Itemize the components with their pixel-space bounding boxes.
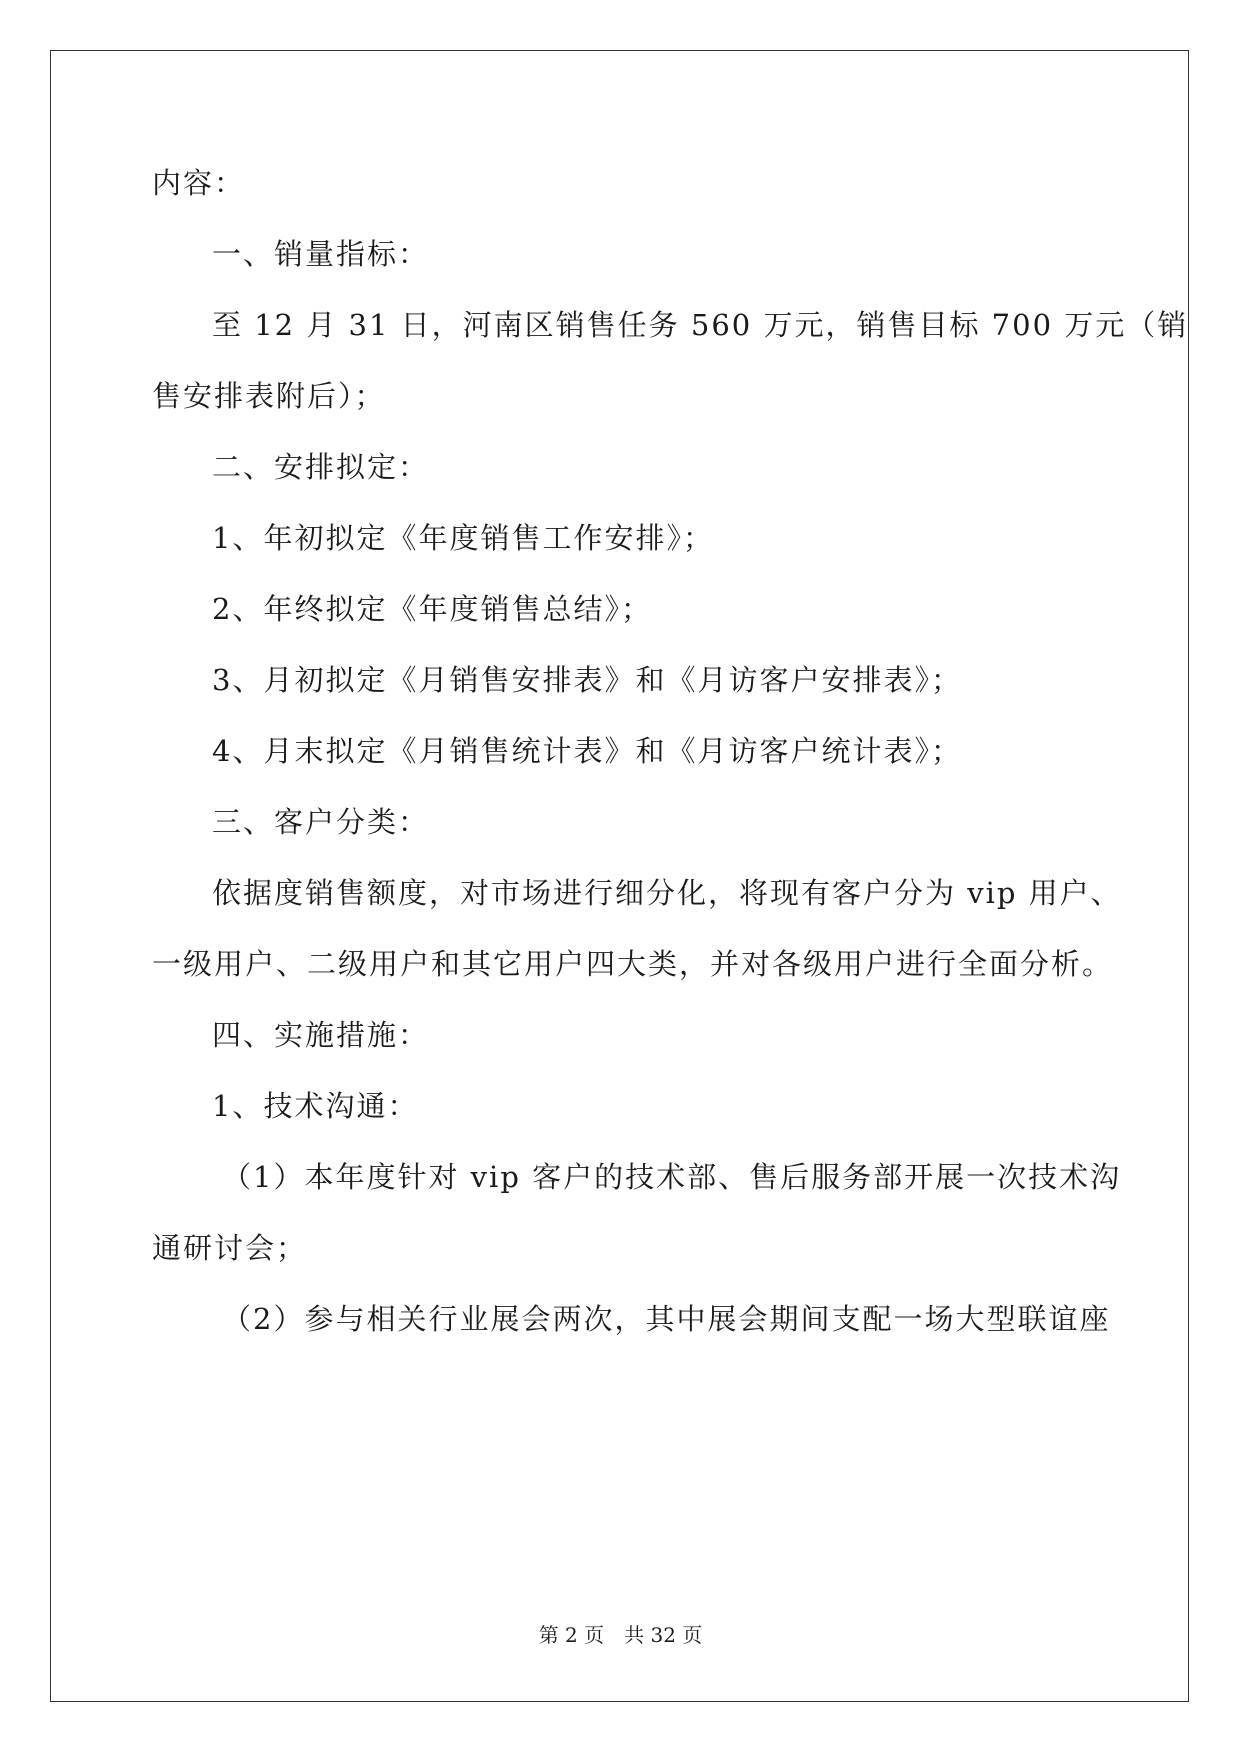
section-heading: 四、实施措施： — [212, 1018, 430, 1052]
list-item: （2）参与相关行业展会两次，其中展会期间支配一场大型联谊座 — [222, 1302, 1111, 1336]
section-heading: 三、客户分类： — [212, 805, 430, 839]
list-item: 4、月末拟定《月销售统计表》和《月访客户统计表》； — [212, 734, 962, 768]
list-item: 2、年终拟定《年度销售总结》； — [212, 592, 652, 626]
list-item: （1）本年度针对 vip 客户的技术部、售后服务部开展一次技术沟 — [222, 1160, 1122, 1194]
list-item: 3、月初拟定《月销售安排表》和《月访客户安排表》； — [212, 663, 962, 697]
section-heading: 二、安排拟定： — [212, 450, 430, 484]
text-line: 至 12 月 31 日，河南区销售任务 560 万元，销售目标 700 万元（销 — [212, 308, 1189, 342]
section-heading: 一、销量指标： — [212, 237, 430, 271]
text-line: 售安排表附后）； — [152, 379, 386, 413]
text-line: 通研讨会； — [152, 1231, 308, 1265]
list-item: 1、技术沟通： — [212, 1089, 419, 1123]
page-number: 第 2 页 共 32 页 — [538, 1623, 703, 1647]
text-line: 内容： — [152, 166, 246, 200]
list-item: 1、年初拟定《年度销售工作安排》； — [212, 521, 714, 555]
text-line: 一级用户、二级用户和其它用户四大类，并对各级用户进行全面分析。 — [152, 947, 1114, 981]
text-line: 依据度销售额度，对市场进行细分化，将现有客户分为 vip 用户、 — [212, 876, 1122, 910]
